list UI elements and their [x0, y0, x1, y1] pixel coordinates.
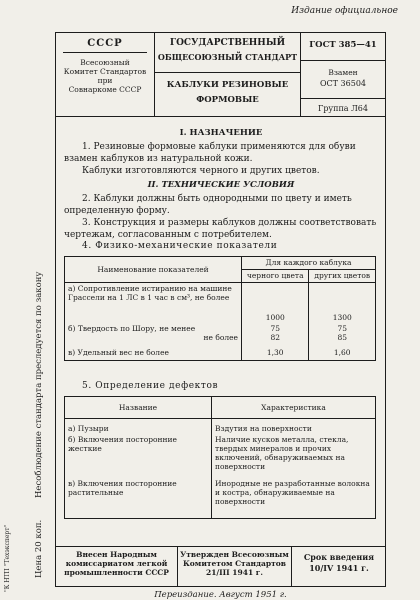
col-header-group: Для каждого каблука	[242, 257, 376, 270]
col-header-other: других цветов	[309, 270, 376, 283]
org-line: Комитет Стандартов	[63, 67, 147, 76]
standard-title-1: ГОСУДАРСТВЕННЫЙ	[169, 38, 286, 48]
section-2-para-3: 3. Конструкция и размеры каблуков должны соответствовать чертежам, согласованным с потребителем.	[64, 218, 377, 240]
defect-2-char: Наличие кусков металла, стекла, твердых минералов и прочих включений, обнаруживаемых на поверхности	[212, 434, 376, 478]
section-1-title: I. НАЗНАЧЕНИЕ	[179, 128, 263, 138]
replaces-label: Взамен	[328, 68, 358, 77]
footer-divider-1	[177, 546, 178, 586]
gost-number: ГОСТ 385—41	[309, 40, 377, 50]
org-title: СССР	[87, 38, 123, 49]
section-1-para-2: Каблуки изготовляются черного и других цветов.	[82, 166, 320, 176]
header-right-line-1	[300, 60, 385, 61]
section-1-para-1: 1. Резиновые формовые каблуки применяются для обуви взамен каблуков из натуральной кожи.	[64, 142, 356, 164]
row-b-other	[309, 323, 376, 347]
row-a-name: а) Сопротивление истиранию на машине Грассели на 1 ЛС в 1 час в см³, не более	[65, 283, 242, 323]
group-code: Группа Л64	[318, 104, 368, 113]
row-b-black-1: 75	[270, 323, 280, 333]
price-label: Цена 20 коп.	[34, 519, 44, 578]
product-title-1: КАБЛУКИ РЕЗИНОВЫЕ	[166, 80, 289, 90]
replaces-value: ОСТ 36504	[319, 79, 366, 88]
header-mid-line	[154, 72, 300, 73]
properties-table	[64, 256, 376, 361]
org-block	[56, 58, 154, 94]
standard-title-2: ОБЩЕСОЮЗНЫЙ СТАНДАРТ	[157, 52, 298, 62]
row-b-name	[65, 323, 242, 347]
reprint-note: Переиздание. Август 1951 г.	[154, 590, 287, 600]
row-a-other: 1300	[309, 283, 376, 323]
edition-label: Издание официальное	[291, 6, 398, 16]
section-2-para-2: 2. Каблуки должны быть однородными по цвету и иметь определенную форму.	[64, 194, 352, 216]
approved-by: Утвержден Всесоюзным Комитетом Стандартов 21/III 1941 г.	[180, 550, 289, 577]
col-header-defect-name: Название	[65, 397, 212, 419]
product-title-2: ФОРМОВЫЕ	[196, 95, 259, 105]
row-b-black-2: 82	[270, 332, 280, 342]
col-header-black: черного цвета	[242, 270, 309, 283]
defect-2-name: б) Включения посторонние жесткие	[65, 434, 212, 478]
header-right-line-2	[300, 98, 385, 99]
effective-date: Срок введения 10/IV 1941 г.	[303, 552, 375, 573]
section-2-title: II. ТЕХНИЧЕСКИЕ УСЛОВИЯ	[147, 180, 295, 190]
org-line: Совнаркоме СССР	[68, 85, 142, 94]
row-b-other-2: 85	[337, 332, 347, 342]
col-header-characteristic: Характеристика	[212, 397, 376, 419]
section-2-para-4: 4. Физико-механические показатели	[82, 241, 278, 251]
side-notice: Несоблюдение стандарта преследуется по закону	[34, 271, 44, 498]
header-bottom-line	[55, 116, 386, 117]
row-b-other-1: 75	[337, 323, 347, 333]
introduced-by: Внесен Народным комиссариатом легкой промышленности СССР	[64, 550, 169, 577]
row-b-name-1: б) Твердость по Шору, не менее	[68, 323, 196, 333]
frame-bottom	[55, 586, 386, 587]
col-header-name: Наименование показателей	[65, 257, 242, 283]
footer-top-line	[55, 546, 386, 547]
row-b-name-2: не более	[203, 332, 238, 342]
defect-3-name: в) Включения посторонние растительные	[65, 478, 212, 518]
defect-3-char: Инородные не разработанные волокна и костра, обнаруживаемые на поверхности	[212, 478, 376, 518]
footer-divider-2	[291, 546, 292, 586]
row-c-name: в) Удельный вес не более	[65, 347, 242, 361]
org-line: Всесоюзный	[80, 58, 130, 67]
defects-title: 5. Определение дефектов	[82, 381, 219, 391]
row-c-black: 1,30	[242, 347, 309, 361]
row-b-black	[242, 323, 309, 347]
defect-1-char: Вздутия на поверхности	[212, 419, 376, 435]
row-c-other: 1,60	[309, 347, 376, 361]
org-line: при	[97, 76, 113, 85]
defect-1-name: а) Пузыри	[65, 419, 212, 435]
publisher-mark: "К НТП "Техэксперт"	[4, 524, 11, 592]
org-underline	[63, 52, 147, 53]
row-a-black: 1000	[242, 283, 309, 323]
defects-table	[64, 396, 376, 519]
frame-top	[55, 32, 385, 33]
